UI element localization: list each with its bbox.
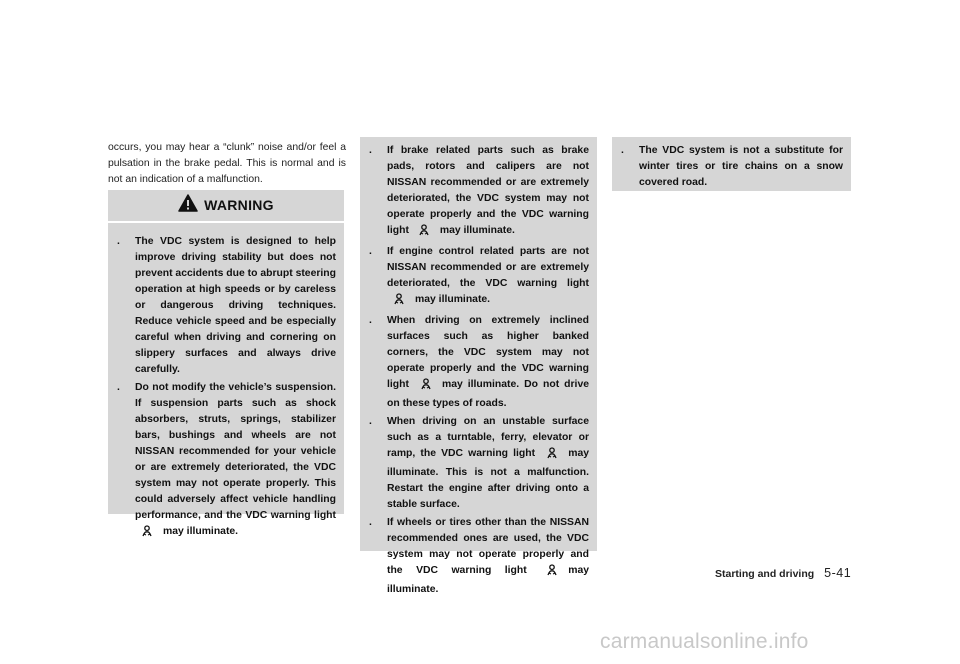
bullet: . bbox=[117, 236, 120, 247]
item-text: When driving on extremely inclined surfaces such as higher banked corners, the VDC system may not operate properly and the VDC warning light bbox=[387, 315, 589, 390]
item-text: If wheels or tires other than the NISSAN recommended ones are used, the VDC system may not operate properly and the VDC warning light bbox=[387, 517, 589, 576]
page-footer bbox=[715, 566, 851, 580]
middle-list bbox=[360, 143, 597, 600]
item-text: If brake related parts such as brake pads, rotors and calipers are not NISSAN recommended or are extremely deteriorated, the VDC system may not operate properly and the VDC warning light bbox=[387, 145, 589, 236]
list-item bbox=[360, 515, 597, 598]
warning-divider bbox=[108, 221, 344, 223]
vdc-warning-light-icon bbox=[546, 447, 558, 465]
item-text-after: may illuminate. Do not drive on these types of roads. bbox=[387, 379, 589, 409]
bullet: . bbox=[369, 145, 372, 156]
warning-box bbox=[108, 190, 344, 537]
item-text: The VDC system is not a substitute for winter tires or tire chains on a snow covered road. bbox=[639, 145, 843, 188]
list-item bbox=[360, 244, 597, 311]
section-title: Starting and driving bbox=[715, 568, 815, 580]
caution-column-middle bbox=[360, 137, 597, 595]
item-text: If engine control related parts are not NISSAN recommended or are extremely deteriorated, the VDC warning light bbox=[387, 246, 589, 289]
bullet: . bbox=[369, 315, 372, 326]
item-text-after: may illuminate. bbox=[163, 526, 239, 537]
warning-triangle-icon bbox=[178, 194, 198, 217]
bullet: . bbox=[369, 517, 372, 528]
intro-paragraph: occurs, you may hear a “clunk” noise and/or feel a pulsation in the brake pedal. This is normal and is not an indication of a malfunction. bbox=[108, 142, 346, 185]
page-number: 5-41 bbox=[824, 566, 852, 580]
item-text: The VDC system is designed to help improve driving stability but does not prevent accidents due to abrupt steering operation at high speeds or by careless or dangerous driving techniques. Reduce vehicle speed and be especially careful when driving and cornering on slippery surfaces and always drive carefully. bbox=[135, 236, 336, 375]
bullet: . bbox=[369, 246, 372, 257]
caution-column-right bbox=[612, 137, 851, 191]
item-text-after: may illuminate. bbox=[439, 225, 515, 236]
list-item bbox=[612, 143, 851, 191]
vdc-warning-light-icon bbox=[141, 525, 153, 543]
warning-title: WARNING bbox=[204, 197, 274, 213]
bullet: . bbox=[117, 382, 120, 393]
warning-list bbox=[108, 234, 344, 545]
list-item bbox=[360, 143, 597, 242]
item-text-after: may illuminate. This is not a malfunction. Restart the engine after driving onto a stable surface. bbox=[387, 448, 589, 510]
vdc-warning-light-icon bbox=[393, 293, 405, 311]
warning-item bbox=[108, 380, 344, 543]
item-text-after: may illuminate. bbox=[387, 565, 589, 595]
list-item bbox=[360, 313, 597, 412]
watermark: carmanualsonline.info bbox=[600, 630, 809, 653]
right-list bbox=[612, 143, 851, 193]
item-text: When driving on an unstable surface such as a turntable, ferry, elevator or ramp, the VDC warning light bbox=[387, 416, 589, 459]
vdc-warning-light-icon bbox=[420, 378, 432, 396]
item-text-after: may illuminate. bbox=[415, 294, 491, 305]
vdc-warning-light-icon bbox=[546, 564, 558, 582]
warning-item bbox=[108, 234, 344, 378]
bullet: . bbox=[621, 145, 624, 156]
list-item bbox=[360, 414, 597, 513]
bullet: . bbox=[369, 416, 372, 427]
item-text: Do not modify the vehicle’s suspension. If suspension parts such as shock absorbers, struts, springs, stabilizer bars, bushings and wheels are not NISSAN recommended for your vehicle or are extremely deteriorated, the VDC system may not operate properly. This could adversely affect vehicle handling performance, and the VDC warning light bbox=[135, 382, 336, 521]
vdc-warning-light-icon bbox=[418, 224, 430, 242]
warning-header bbox=[108, 190, 344, 220]
